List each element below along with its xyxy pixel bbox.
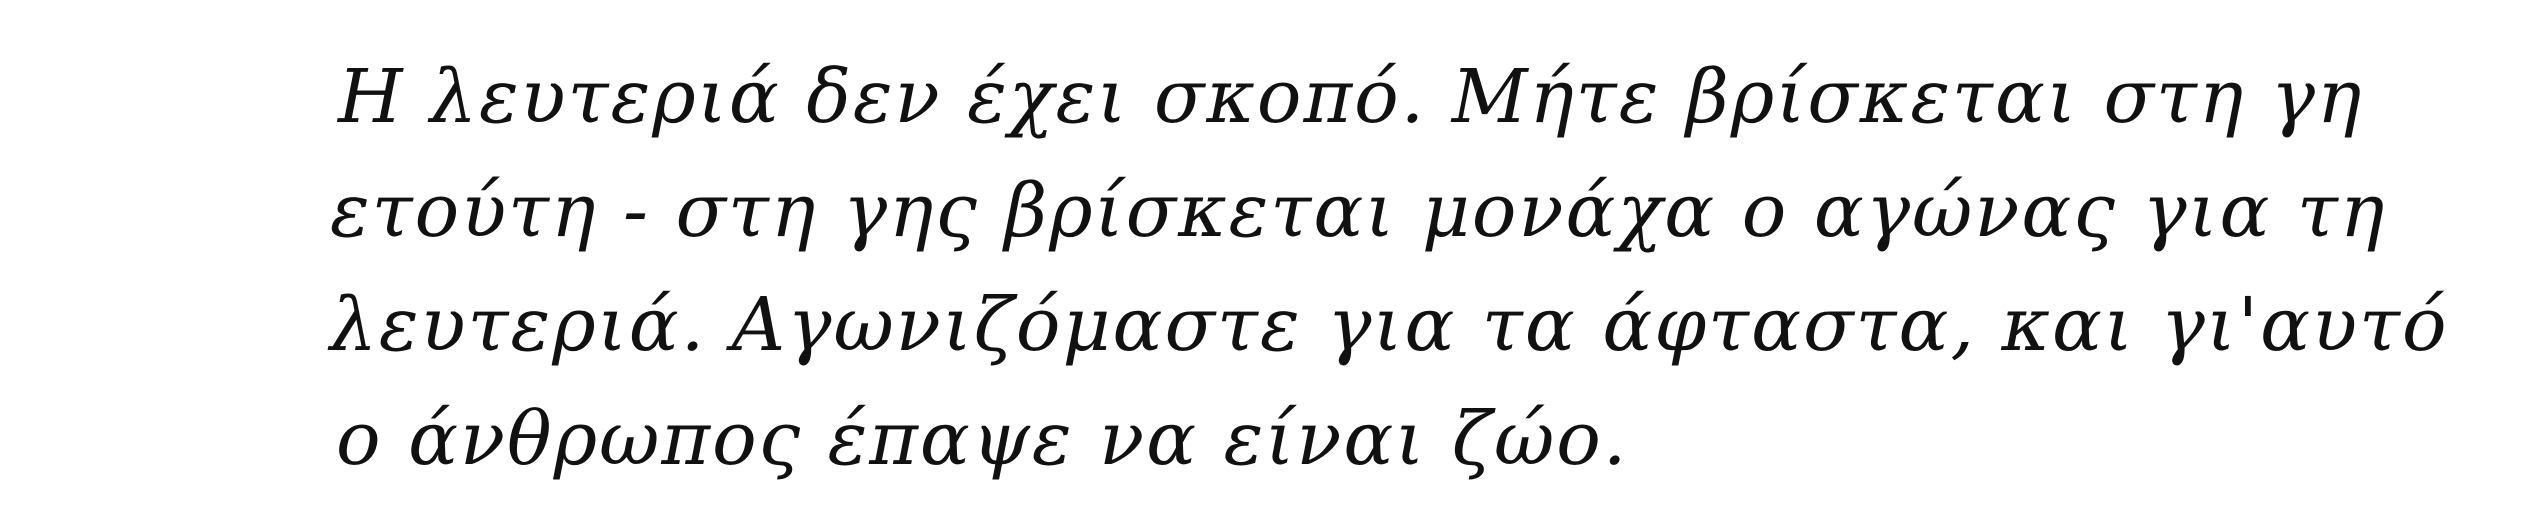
handwritten-line-1: Η λευτεριά δεν έχει σκοπό. Μήτε βρίσκεται στη γη xyxy=(338,54,2364,140)
handwritten-line-2: ετούτη - στη γης βρίσκεται μονάχα ο αγώνας για τη xyxy=(330,168,2387,254)
handwritten-line-4: ο άνθρωπος έπαψε να είναι ζώο. xyxy=(336,396,1629,482)
handwritten-paragraph xyxy=(330,40,2449,496)
handwritten-line-3: λευτεριά. Αγωνιζόμαστε για τα άφταστα, και γι'αυτό xyxy=(330,282,2449,368)
